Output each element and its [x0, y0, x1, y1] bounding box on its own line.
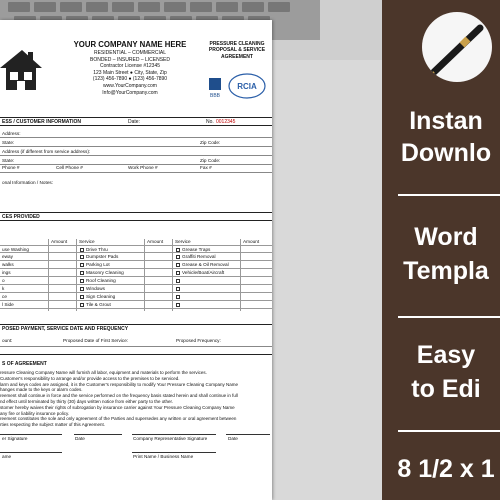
column-header: Amount — [51, 239, 68, 244]
company-website: www.YourCompany.com — [103, 82, 157, 89]
table-row — [0, 269, 272, 277]
billing-zip-field[interactable]: Zip Code: — [200, 158, 221, 163]
service-item[interactable] — [176, 302, 182, 307]
service-item[interactable]: o — [2, 278, 5, 283]
signature-line — [132, 434, 216, 435]
word-label: Word — [414, 223, 478, 251]
rep-signature-field[interactable]: Company Representative Signature — [133, 436, 208, 441]
work-phone-field[interactable]: Work Phone # — [128, 165, 158, 170]
payment-header-label: POSED PAYMENT, SERVICE DATE AND FREQUENCY — [2, 326, 129, 332]
column-header: Service — [79, 239, 95, 244]
signature-line — [74, 434, 122, 435]
zip-field[interactable]: Zip Code: — [200, 140, 221, 145]
term-line: nd effect until terminated by thirty (30) days written notice from either party to the other. — [0, 398, 174, 404]
date-field[interactable]: Date — [75, 436, 85, 441]
agreement-header-label: S OF AGREEMENT — [2, 361, 47, 367]
field-line — [0, 146, 272, 147]
title-line: AGREEMENT — [221, 53, 253, 60]
phone-field[interactable]: Phone # — [2, 165, 20, 170]
services-header-label: CES PROVIDED — [2, 214, 40, 220]
term-line: stomer hereby waives their rights of subrogation by insurance carrier against Your Pressure Cleaning Company Name — [0, 404, 235, 410]
service-item[interactable]: Sign Cleaning — [80, 294, 115, 299]
panel-divider — [398, 316, 500, 318]
to-edit-label: to Edi — [411, 375, 481, 403]
panel-divider — [398, 194, 500, 196]
billing-state-field[interactable]: State: — [2, 158, 15, 163]
field-line — [0, 155, 272, 156]
company-phones: (123) 456-7890 ● (123) 456-7890 — [92, 76, 168, 83]
title-line: PROPOSAL & SERVICE — [208, 47, 266, 54]
service-item[interactable]: Windows — [80, 286, 105, 291]
agreement-section-header — [0, 354, 272, 367]
signature-line — [0, 434, 62, 435]
column-header: Service — [175, 239, 191, 244]
customer-section-header — [0, 117, 272, 125]
state-field[interactable]: State: — [2, 140, 15, 145]
service-item[interactable]: ce — [2, 294, 7, 299]
service-item[interactable]: Drive Thru — [80, 247, 108, 252]
date-field[interactable]: Date — [228, 436, 238, 441]
service-item[interactable]: Parking Lot — [80, 262, 110, 267]
field-line — [0, 346, 272, 347]
number-label: No. — [206, 119, 214, 125]
proposal-number: 0012345 — [216, 119, 236, 125]
term-line: hanges made to the keys or alarm codes. — [0, 387, 83, 393]
amount-field[interactable]: ount: — [2, 338, 13, 343]
term-line: any fire or liability insurance policy. — [0, 410, 70, 416]
notes-field[interactable]: onal Information / Notes: — [2, 180, 54, 185]
term-line: Customer's responsibility to arrange and/or provide access to the premises to be serviced. — [0, 375, 180, 381]
size-label: 8 1/2 x 1 — [397, 455, 495, 483]
billing-address-field[interactable]: Address (if different from service address): — [2, 149, 91, 154]
term-line: reement shall continue in force and the service performed on the frequency basis stated herein and shall continue in full — [0, 393, 238, 399]
divider — [0, 125, 272, 126]
svg-text:BBB: BBB — [209, 93, 221, 99]
proposal-document — [0, 20, 272, 500]
date-label: Date: — [128, 119, 140, 125]
service-item[interactable]: Dumpster Pads — [80, 254, 118, 259]
rcia-badge-icon — [228, 72, 266, 100]
address-field[interactable]: Address: — [2, 131, 21, 136]
term-line: rties respecting the subject matter of this Agreement. — [0, 422, 106, 428]
table-row — [0, 245, 272, 253]
signature-line — [0, 452, 62, 453]
table-row — [0, 253, 272, 261]
table-row — [0, 277, 272, 285]
payment-section-header — [0, 324, 272, 332]
pen-icon — [422, 12, 492, 82]
signature-line — [226, 434, 270, 435]
customer-signature-field[interactable]: er Signature — [2, 436, 28, 441]
company-bonded: BONDED – INSURED – LICENSED — [89, 56, 171, 63]
service-item[interactable]: Tile & Grout — [80, 302, 111, 307]
service-item[interactable]: use Washing — [2, 247, 29, 252]
document-title — [204, 41, 270, 60]
term-line: reement constitutes the sole and only agreement of the Parties and supersedes any written or oral agreement between — [0, 416, 237, 422]
service-item[interactable]: Grease & Oil Removal — [176, 262, 229, 267]
service-item[interactable]: l Side — [2, 302, 14, 307]
company-address: 123 Main Street ● City, State, Zip — [93, 69, 167, 76]
service-item[interactable] — [176, 286, 182, 291]
term-line: ressure Cleaning Company Name will furnish all labor, equipment and materials to perform the services. — [0, 370, 207, 375]
company-license: Contractor License #12345 — [99, 63, 161, 70]
house-logo-icon — [0, 46, 42, 92]
svg-text:RCIA: RCIA — [237, 82, 257, 91]
service-item[interactable]: walks — [2, 262, 14, 267]
service-item[interactable]: Vehicle/Boat/Aircraft — [176, 270, 224, 275]
template-label: Templa — [403, 257, 489, 285]
field-line — [0, 172, 272, 173]
cell-phone-field[interactable]: Cell Phone # — [56, 165, 83, 170]
title-line: PRESSURE CLEANING — [209, 41, 265, 47]
first-service-date-field[interactable]: Proposed Date of First Service: — [63, 338, 129, 343]
term-line: larm and keys codes are assigned, it is the Customer's responsibility to modify Your Pressure Cleaning Company Name — [0, 381, 238, 387]
table-row — [0, 301, 272, 309]
business-name-field[interactable]: Print Name / Business Name — [133, 454, 194, 459]
service-item[interactable] — [176, 278, 182, 283]
column-header: Amount — [243, 239, 260, 244]
service-item[interactable]: Graffiti Removal — [176, 254, 216, 259]
service-item[interactable]: eway — [2, 254, 13, 259]
service-item[interactable]: Roof Cleaning — [80, 278, 116, 283]
customer-name-field[interactable]: ame — [2, 454, 12, 459]
signature-line — [132, 452, 216, 453]
table-row — [0, 293, 272, 301]
bbb-badge-icon — [205, 72, 225, 100]
panel-divider — [398, 430, 500, 432]
instant-label: Instan — [409, 107, 483, 135]
services-section-header — [0, 212, 272, 220]
service-item[interactable]: k — [2, 286, 5, 291]
service-item[interactable]: Grease Traps — [176, 247, 210, 252]
service-item[interactable]: Masonry Cleaning — [80, 270, 124, 275]
service-item[interactable]: ings — [2, 270, 11, 275]
company-name: YOUR COMPANY NAME HERE — [73, 40, 187, 49]
table-row — [0, 285, 272, 293]
divider — [0, 220, 272, 221]
company-email: Info@YourCompany.com — [102, 89, 158, 96]
table-row — [0, 261, 272, 269]
frequency-field[interactable]: Proposed Frequency: — [176, 338, 221, 343]
easy-label: Easy — [416, 341, 476, 369]
service-item[interactable] — [176, 294, 182, 299]
company-block — [62, 40, 198, 96]
customer-header-label: ESS / CUSTOMER INFORMATION — [2, 119, 81, 125]
company-services: RESIDENTIAL – COMMERCIAL — [93, 50, 167, 56]
field-line — [0, 137, 272, 138]
column-header: Amount — [147, 239, 164, 244]
fax-field[interactable]: Fax # — [200, 165, 212, 170]
download-label: Downlo — [400, 139, 492, 167]
agreement-terms — [0, 370, 272, 428]
